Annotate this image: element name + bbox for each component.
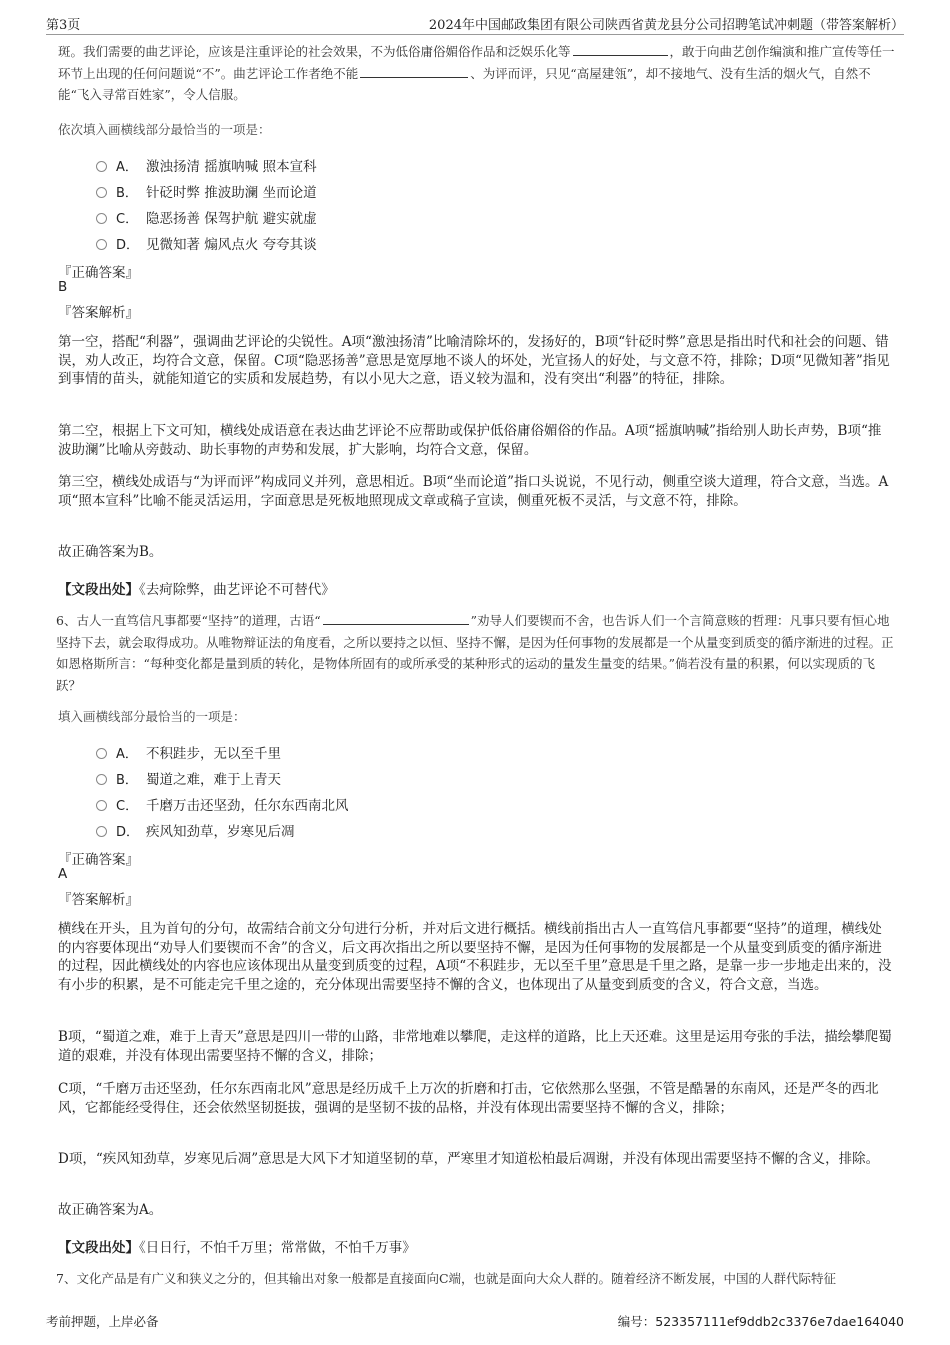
q5-analysis-p2: 第二空，根据上下文可知，横线处成语意在表达曲艺评论不应帮助或保护低俗庸俗媚俗的作品。A项“摇旗呐喊”指给别人助长声势，B项“推波助澜”比喻从旁鼓动、助长事物的声势和发展，扩大影响，均符合文意，保留。 xyxy=(58,423,882,458)
q5-analysis-label: 『答案解析』 xyxy=(58,305,139,321)
q5-option-a[interactable]: A． 激浊扬清 摇旗呐喊 照本宣科 xyxy=(96,155,317,175)
q5-analysis-conclusion: 故正确答案为B。 xyxy=(58,544,163,560)
q5-blank-2 xyxy=(360,64,468,78)
radio-icon[interactable] xyxy=(96,187,107,198)
q5-blank-1 xyxy=(573,42,668,56)
radio-icon[interactable] xyxy=(96,826,107,837)
q5-option-b[interactable]: B． 针砭时弊 推波助澜 坐而论道 xyxy=(96,181,317,201)
q7-passage: 7、文化产品是有广义和狭义之分的，但其输出对象一般都是直接面向C端，也就是面向大众人群的。随着经济不断发展，中国的人群代际特征 xyxy=(56,1271,837,1286)
q5-source xyxy=(58,578,335,598)
q5-analysis-p3: 第三空，横线处成语与“为评而评”构成同义并列，意思相近。B项“坐而论道”指口头说说，不见行动，侧重空谈大道理，符合文意，当选。A项“照本宣科”比喻不能灵活运用，字面意思是死板地照现成文章或稿子宣读，侧重死板不灵活，与文意不符，排除。 xyxy=(58,474,889,509)
q5-passage-part1: 斑。我们需要的曲艺评论，应该是注重评论的社会效果，不为低俗庸俗媚俗作品和泛娱乐化等 xyxy=(58,44,571,59)
q6-option-c[interactable]: C． 千磨万击还坚劲，任尔东西南北风 xyxy=(96,794,349,814)
q6-analysis-label: 『答案解析』 xyxy=(58,892,139,908)
q6-option-a[interactable]: A． 不积跬步，无以至千里 xyxy=(96,742,281,762)
q5-answer: B xyxy=(58,279,68,295)
q6-option-d[interactable]: D． 疾风知劲草，岁寒见后凋 xyxy=(96,820,295,840)
q5-passage-part2: ，敢于向曲艺创作编演和推广宣传等任一环节上出现的任何问题说“不”。曲艺评论工作者绝不能 xyxy=(58,44,895,81)
q5-source-label: 【文段出处】 xyxy=(58,582,139,598)
radio-icon[interactable] xyxy=(96,748,107,759)
footer-code xyxy=(618,1312,904,1330)
radio-icon[interactable] xyxy=(96,213,107,224)
q5-prompt: 依次填入画横线部分最恰当的一项是： xyxy=(58,122,271,137)
q6-analysis-p3: C项，“千磨万击还坚劲，任尔东西南北风”意思是经历成千上万次的折磨和打击，它依然那么坚强，不管是酷暑的东南风，还是严冬的西北风，它都能经受得住，还会依然坚韧挺拔，强调的是坚韧不拔的品格，并没有体现出需要坚持不懈的含义，排除； xyxy=(58,1081,879,1116)
q6-analysis-conclusion: 故正确答案为A。 xyxy=(58,1202,163,1218)
page-footer xyxy=(46,1312,904,1332)
q6-blank xyxy=(323,611,469,625)
q6-source-title: 《日日行，不怕千万里；常常做，不怕千万事》 xyxy=(139,1240,416,1256)
document-title: 2024年中国邮政集团有限公司陕西省黄龙县分公司招聘笔试冲刺题（带答案解析） xyxy=(428,18,904,33)
q6-option-b[interactable]: B． 蜀道之难，难于上青天 xyxy=(96,768,281,788)
q5-option-d[interactable]: D． 见微知著 煽风点火 夸夸其谈 xyxy=(96,233,317,253)
q6-prompt: 填入画横线部分最恰当的一项是： xyxy=(58,709,246,724)
q5-source-title: 《去疴除弊，曲艺评论不可替代》 xyxy=(139,582,335,598)
q6-passage-part1: 6、古人一直笃信凡事都要“坚持”的道理，古语“ xyxy=(56,613,321,628)
q6-analysis-p2: B项，“蜀道之难，难于上青天”意思是四川一带的山路，非常地难以攀爬，走这样的道路，比上天还难。这里是运用夸张的手法，描绘攀爬蜀道的艰难，并没有体现出需要坚持不懈的含义，排除； xyxy=(58,1029,892,1064)
radio-icon[interactable] xyxy=(96,800,107,811)
q6-source-label: 【文段出处】 xyxy=(58,1240,139,1256)
q6-passage-part2: ”劝导人们要锲而不舍，也告诉人们一个言简意赅的哲理：凡事只要有恒心地坚持下去，就会取得成功。从唯物辩证法的角度看，之所以要持之以恒、坚持不懈，是因为任何事物的发展都是一个从量变到质变的循序渐进的过程。正如恩格斯所言：“每种变化都是量到质的转化，是物体所固有的或所承受的某种形式的运动的量发生量变的结果。”倘若没有量的积累，何以实现质的飞跃？ xyxy=(56,613,894,693)
q6-answer-label: 『正确答案』 xyxy=(58,852,139,868)
footer-code-value: 523357111ef9ddb2c3376e7dae164040 xyxy=(655,1314,904,1329)
q5-option-c[interactable]: C． 隐恶扬善 保驾护航 避实就虚 xyxy=(96,207,317,227)
page-number: 第3页 xyxy=(46,18,81,33)
q5-passage-part3: 、为评而评，只见“高屋建瓴”，却不接地气、没有生活的烟火气，自然不能“飞入寻常百姓家”，令人信服。 xyxy=(58,65,871,102)
footer-slogan: 考前押题，上岸必备 xyxy=(46,1314,159,1329)
q5-passage xyxy=(58,41,896,106)
radio-icon[interactable] xyxy=(96,774,107,785)
q6-analysis-p4: D项，“疾风知劲草，岁寒见后凋”意思是大风下才知道坚韧的草，严寒里才知道松柏最后凋谢，并没有体现出需要坚持不懈的含义，排除。 xyxy=(58,1151,880,1167)
q6-answer: A xyxy=(58,866,68,882)
radio-icon[interactable] xyxy=(96,239,107,250)
q6-source xyxy=(58,1236,416,1256)
radio-icon[interactable] xyxy=(96,161,107,172)
q6-analysis-p1: 横线在开头，且为首句的分句，故需结合前文分句进行分析，并对后文进行概括。横线前指出古人一直笃信凡事都要“坚持”的道理，横线处的内容要体现出“劝导人们要锲而不舍”的含义，后文再次指出之所以要坚持不懈，是因为任何事物的发展都是一个从量变到质变的循序渐进的过程，因此横线处的内容也应该体现出从量变到质变的过程，A项“不积跬步，无以至千里”意思是千里之路，是靠一步一步地走出来的，没有小步的积累，是不可能走完千里之途的，充分体现出需要坚持不懈的含义，也体现出了从量变到质变的含义，符合文意，当选。 xyxy=(58,921,892,993)
q6-passage xyxy=(56,610,896,696)
q5-analysis-p1: 第一空，搭配“利器”，强调曲艺评论的尖锐性。A项“激浊扬清”比喻清除坏的，发扬好的，B项“针砭时弊”意思是指出时代和社会的问题、错误，劝人改正，均符合文意，保留。C项“隐恶扬善”意思是宽厚地不谈人的坏处，光宣扬人的好处，与文意不符，排除；D项“见微知著”指见到事情的苗头，就能知道它的实质和发展趋势，有以小见大之意，语义较为温和，没有突出“利器”的特征，排除。 xyxy=(58,334,890,387)
footer-code-label: 编号： xyxy=(617,1314,656,1329)
q5-answer-label: 『正确答案』 xyxy=(58,265,139,281)
page-header xyxy=(46,12,904,35)
